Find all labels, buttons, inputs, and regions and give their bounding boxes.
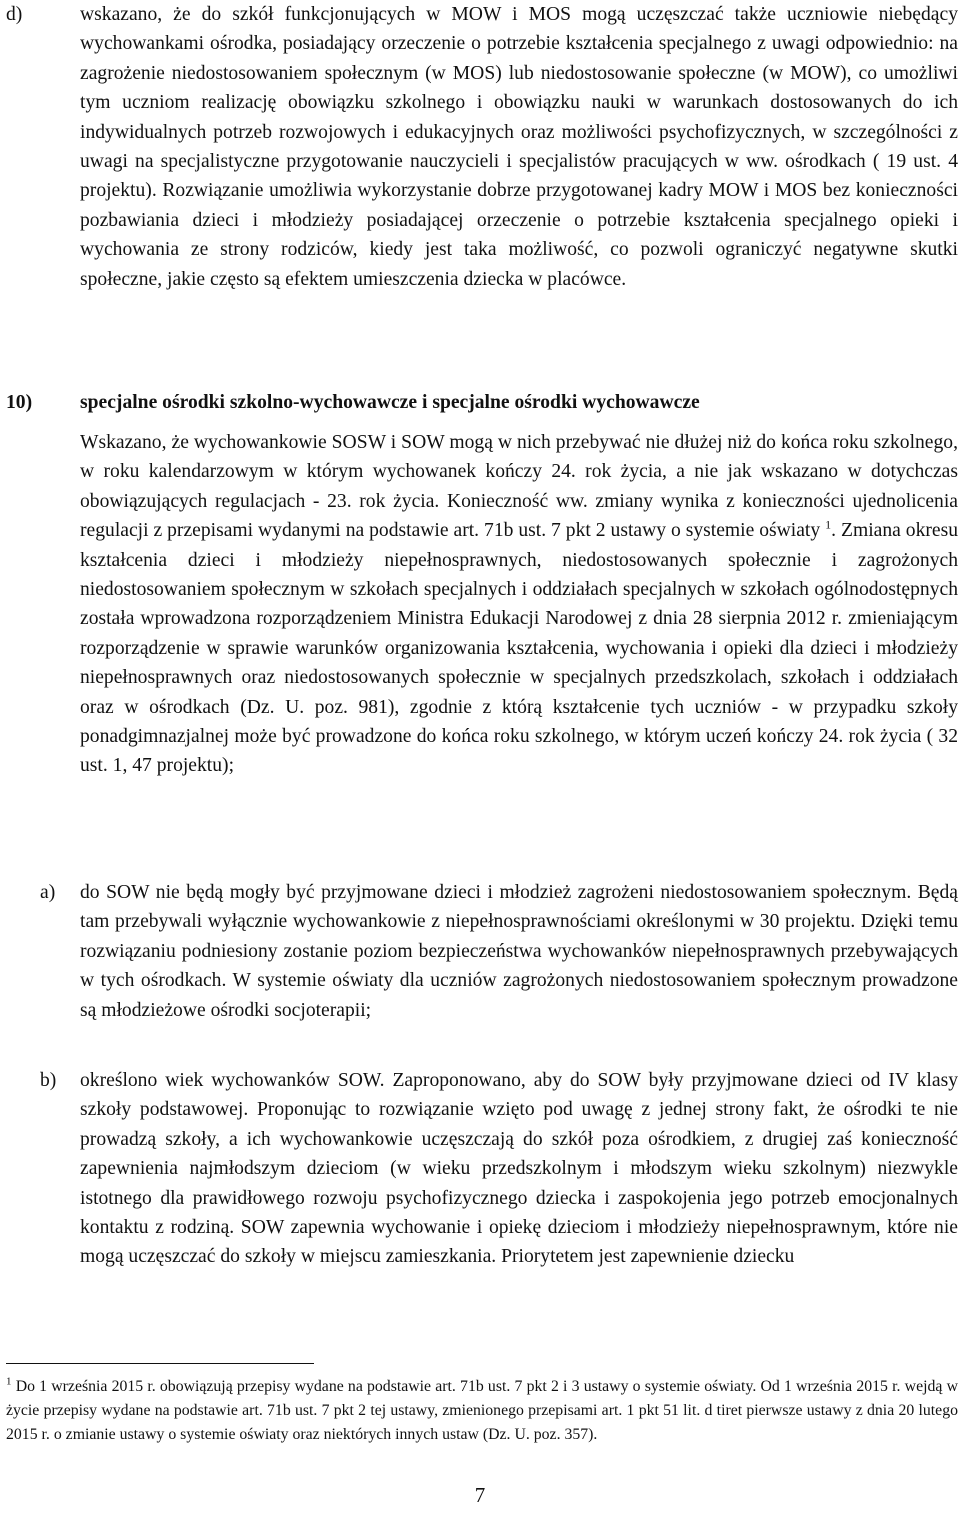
footnote-reference[interactable]: 1	[825, 517, 832, 532]
list-item-text: do SOW nie będą mogły być przyjmowane dzieci i młodzież zagrożeni niedostosowaniem społecznym. Będą tam przebywali wyłącznie wychowankowie z niepełnosprawnościami określonymi w 30 projektu. Dzięki temu rozwiązaniu podniesiony zostanie poziom bezpieczeństwa wychowanków niepełnosprawnych przebywających w tych ośrodkach. W systemie oświaty dla uczniów zagrożonych niedostosowaniem społecznym prowadzone są młodzieżowe ośrodki socjoterapii;	[80, 882, 958, 1021]
list-item-a	[40, 878, 958, 1025]
section-body-part1: Wskazano, że wychowankowie SOSW i SOW mogą w nich przebywać nie dłużej niż do końca roku szkolnego, w roku kalendarzowym w którym wychowanek kończy 24. rok życia, a nie jak wskazano w dotychczas obowiązujących regulacjach - 23. rok życia. Konieczność ww. zmiany wynika z konieczności ujednolicenia regulacji z przepisami wydanymi na podstawie art. 71b ust. 7 pkt 2 ustawy o systemie oświaty	[80, 432, 958, 542]
list-marker: b)	[40, 1070, 57, 1091]
list-item-text: określono wiek wychowanków SOW. Zaproponowano, aby do SOW były przyjmowane dzieci od IV klasy szkoły podstawowej. Proponując to rozwiązanie wzięto pod uwagę z jednej strony fakt, że ośrodki te nie prowadzą szkoły, a ich wychowankowie uczęszczają do szkół poza ośrodkiem, z drugiej zaś konieczność zapewnienia najmłodszym dzieciom (w wieku przedszkolnym i młodszym wieku szkolnym) niezwykle istotnego dla prawidłowego rozwoju psychofizycznego dziecka i zaspokojenia jego potrzeb emocjonalnych kontaktu z rodziną. SOW zapewnia wychowanie i opiekę dzieciom i młodzieży niepełnosprawnym, które nie mogą uczęszczać do szkoły w miejscu zamieszkania. Priorytetem jest zapewnienie dziecku	[80, 1070, 958, 1268]
list-marker: a)	[40, 882, 56, 903]
section-title: specjalne ośrodki szkolno-wychowawcze i specjalne ośrodki wychowawcze	[80, 392, 700, 413]
section-body	[80, 428, 958, 781]
section-number: 10)	[6, 392, 33, 413]
list-item-text: wskazano, że do szkół funkcjonujących w MOW i MOS mogą uczęszczać także uczniowie niebędący wychowankami ośrodka, posiadający orzeczenie o potrzebie kształcenia specjalnego z uwagi odpowiednio: na zagrożenie niedostosowaniem społecznym (w MOS) lub niedostosowanie społeczne (w MOW), co umożliwi tym uczniom realizację obowiązku szkolnego i obowiązku nauki w warunkach dostosowanych do ich indywidualnych potrzeb rozwojowych i edukacyjnych oraz możliwości psychofizycznych, w szczególności z uwagi na specjalistyczne przygotowanie nauczycieli i specjalistów pracujących w ww. ośrodkach ( 19 ust. 4 projektu). Rozwiązanie umożliwia wykorzystanie dobrze przygotowanej kadry MOW i MOS bez konieczności pozbawiania dzieci i młodzieży posiadającej orzeczenie o potrzebie kształcenia specjalnego opieki i wychowania ze strony rodziców, kiedy jest taka możliwość, co pozwoli ograniczyć negatywne skutki społeczne, jakie często są efektem umieszczenia dziecka w placówce.	[80, 4, 958, 290]
footnote	[6, 1375, 958, 1446]
section-heading	[6, 388, 946, 417]
list-marker: d)	[6, 4, 23, 25]
section-body-part2: . Zmiana okresu kształcenia dzieci i młodzieży niepełnosprawnych, niedostosowanych społecznie i zagrożonych niedostosowaniem społecznym w szkołach specjalnych i oddziałach specjalnych w szkołach ogólnodostępnych została wprowadzona rozporządzeniem Ministra Edukacji Narodowej z dnia 28 sierpnia 2012 r. zmieniającym rozporządzenie w sprawie warunków organizowania kształcenia, wychowania i opieki dla dzieci i młodzieży niepełnosprawnych oraz niedostosowanych społecznie w specjalnych przedszkolach, szkołach i oddziałach oraz w ośrodkach (Dz. U. poz. 981), zgodnie z którą kształcenie tych uczniów - w przypadku szkoły ponadgimnazjalnej może być prowadzone do końca roku szkolnego, w którym uczeń kończy 24. rok życia ( 32 ust. 1, 47 projektu);	[80, 520, 959, 777]
list-item-b	[40, 1066, 958, 1272]
footnote-separator	[6, 1363, 314, 1364]
footnote-number: 1	[6, 1375, 12, 1388]
page-number: 7	[474, 1483, 486, 1507]
list-item-d	[6, 0, 958, 294]
footnote-text: Do 1 września 2015 r. obowiązują przepisy wydane na podstawie art. 71b ust. 7 pkt 2 i 3 ustawy o systemie oświaty. Od 1 września 2015 r. wejdą w życie przepisy wydane na podstawie art. 71b ust. 7 pkt 2 tej ustawy, zmienionego przepisami art. 1 pkt 51 lit. d tiret pierwsze ustawy z dnia 20 lutego 2015 r. o zmianie ustawy o systemie oświaty oraz niektórych innych ustaw (Dz. U. poz. 357).	[6, 1378, 958, 1443]
